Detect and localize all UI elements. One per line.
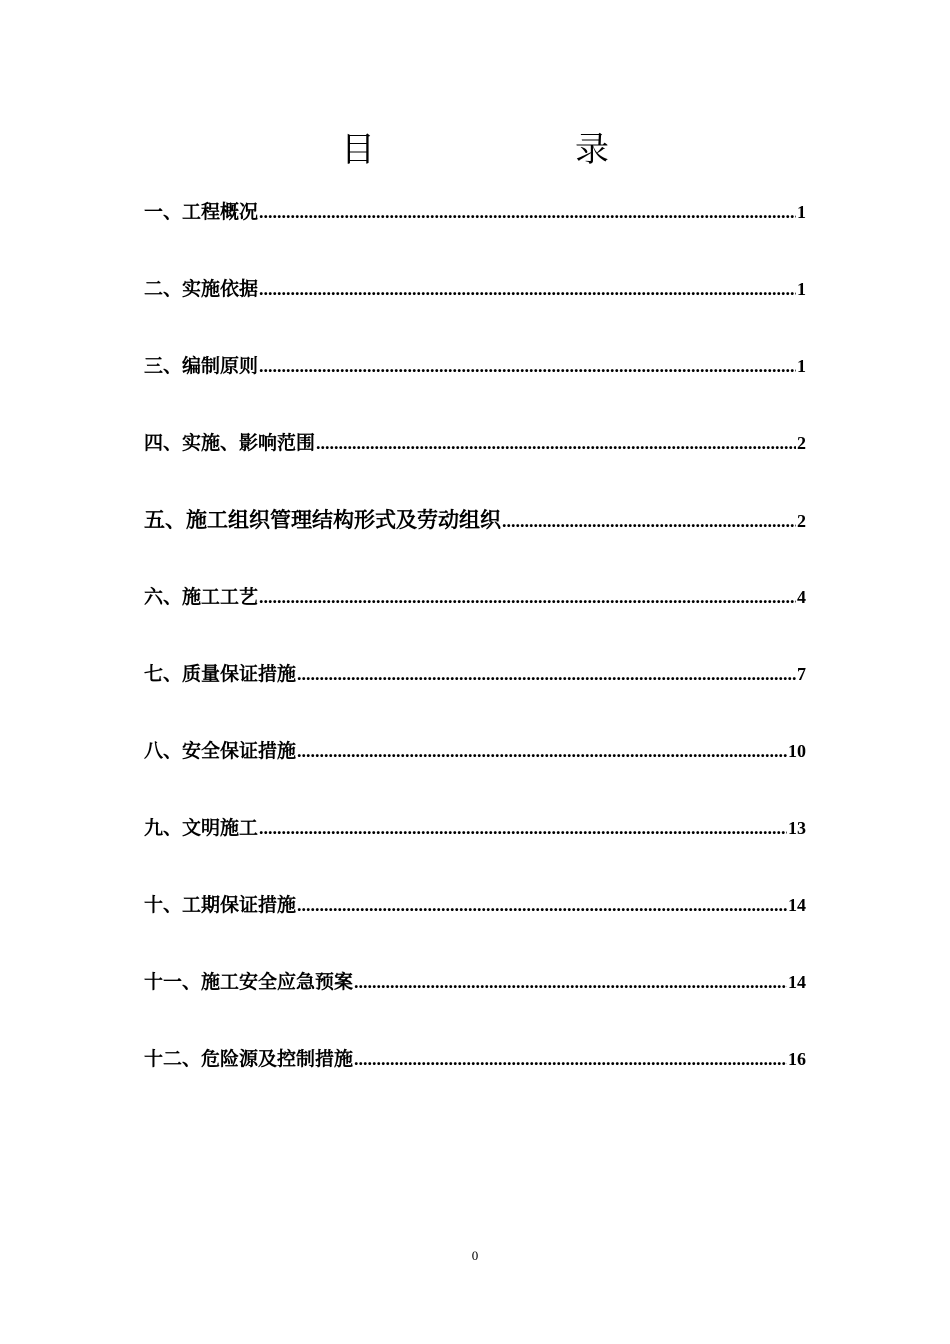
toc-entry-page: 10 — [788, 741, 806, 761]
toc-title: 目 录 — [341, 130, 653, 170]
toc-entry-label: 十一、施工安全应急预案 — [144, 971, 354, 993]
toc-entry[interactable] — [144, 425, 806, 502]
toc-entry[interactable] — [144, 887, 806, 964]
toc-entry[interactable] — [144, 271, 806, 348]
table-of-contents — [144, 194, 806, 1118]
toc-entry-label: 六、施工工艺 — [144, 586, 259, 608]
toc-entry-label: 一、工程概况 — [144, 201, 259, 223]
toc-entry-label: 四、实施、影响范围 — [144, 432, 316, 454]
toc-entry-page: 2 — [797, 511, 806, 531]
toc-entry-page: 1 — [797, 279, 806, 299]
toc-entry-page: 16 — [788, 1049, 806, 1069]
toc-dot-leader — [354, 964, 787, 1000]
toc-entry[interactable] — [144, 1041, 806, 1118]
toc-dot-leader — [297, 656, 796, 692]
toc-dot-leader — [259, 271, 796, 307]
toc-entry-label: 九、文明施工 — [144, 817, 259, 839]
toc-entry-label: 五、施工组织管理结构形式及劳动组织 — [144, 508, 501, 532]
toc-dot-leader — [316, 425, 796, 461]
toc-entry-page: 13 — [788, 818, 806, 838]
toc-entry-label: 七、质量保证措施 — [144, 663, 297, 685]
toc-entry[interactable] — [144, 733, 806, 810]
toc-dot-leader — [259, 348, 796, 384]
toc-entry[interactable] — [144, 810, 806, 887]
toc-entry-page: 14 — [788, 895, 806, 915]
toc-entry[interactable] — [144, 348, 806, 425]
toc-dot-leader — [259, 810, 787, 846]
toc-entry-page: 1 — [797, 202, 806, 222]
toc-entry-label: 十、工期保证措施 — [144, 894, 297, 916]
toc-entry[interactable] — [144, 194, 806, 271]
toc-entry[interactable] — [144, 656, 806, 733]
toc-entry-page: 2 — [797, 433, 806, 453]
toc-dot-leader — [502, 503, 796, 539]
toc-dot-leader — [297, 733, 787, 769]
toc-entry-page: 14 — [788, 972, 806, 992]
toc-dot-leader — [259, 194, 796, 230]
toc-dot-leader — [354, 1041, 787, 1077]
toc-entry-label: 二、实施依据 — [144, 278, 259, 300]
toc-dot-leader — [259, 579, 796, 615]
toc-entry-label: 三、编制原则 — [144, 355, 259, 377]
toc-entry-page: 4 — [797, 587, 806, 607]
toc-entry-page: 7 — [797, 664, 806, 684]
toc-entry[interactable] — [144, 579, 806, 656]
page-number: 0 — [471, 1248, 479, 1263]
toc-entry-label: 八、安全保证措施 — [144, 740, 297, 762]
toc-entry[interactable] — [144, 502, 806, 579]
toc-entry-label: 十二、危险源及控制措施 — [144, 1048, 354, 1070]
toc-dot-leader — [297, 887, 787, 923]
toc-entry[interactable] — [144, 964, 806, 1041]
toc-entry-page: 1 — [797, 356, 806, 376]
